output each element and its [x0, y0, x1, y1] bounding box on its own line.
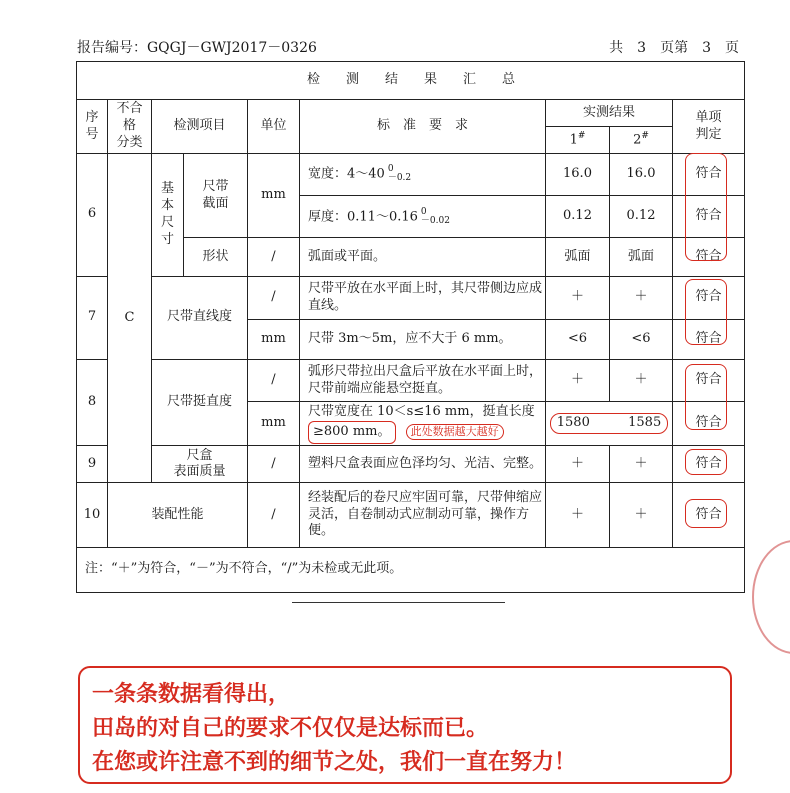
thickness-sample-2: 0.12: [610, 196, 673, 238]
seq-9: 9: [77, 446, 108, 483]
straightness-a-sample-2: ＋: [610, 276, 673, 319]
stiffness-b-sample-1: 1580: [556, 415, 590, 431]
case-surface-verdict: 符合: [673, 446, 745, 483]
shape-label: 形状: [184, 238, 248, 276]
width-verdict: 符合: [673, 154, 745, 196]
item-assembly: 装配性能: [108, 483, 248, 547]
assembly-sample-1: ＋: [546, 483, 610, 547]
seq-6: 6: [77, 154, 108, 277]
case-surface-unit: /: [248, 446, 300, 483]
seq-8: 8: [77, 360, 108, 446]
straightness-unit-a: /: [248, 276, 300, 319]
header-category: 不合格 分类: [108, 100, 152, 154]
stiffness-b-values: [546, 402, 673, 446]
header-standard: 标 准 要 求: [300, 100, 546, 154]
shape-sample-1: 弧面: [546, 238, 610, 276]
stiffness-a-sample-2: ＋: [610, 360, 673, 402]
width-sample-1: 16.0: [546, 154, 610, 196]
report-number: 报告编号：GQGJ－GWJ2017－0326: [77, 40, 317, 56]
category-c: C: [108, 154, 152, 483]
std-straightness-a: 尺带平放在水平面上时，其尺带侧边应成直线。: [300, 276, 546, 319]
table-footnote: 注：“＋”为符合，“－”为不符合，“/”为未检或无此项。: [77, 547, 745, 592]
basic-size-char: 尺: [160, 214, 174, 230]
basic-size-char: 本: [160, 197, 174, 213]
thickness-sample-1: 0.12: [546, 196, 610, 238]
item-straightness: 尺带直线度: [152, 276, 248, 359]
header-judgment: 单项 判定: [673, 100, 745, 154]
seq-7: 7: [77, 276, 108, 359]
basic-size-char: 基: [160, 181, 174, 197]
header-sample-2: 2#: [610, 127, 673, 154]
unit-mm: mm: [248, 154, 300, 238]
std-assembly: 经装配后的卷尺应牢固可靠，尺带伸缩应灵活，自卷制动式应制动可靠，操作方便。: [300, 483, 546, 547]
thickness-verdict: 符合: [673, 196, 745, 238]
std-width: 宽度：4～40 0 －0.2: [300, 154, 546, 196]
promo-line-3: 在您或许注意不到的细节之处，我们一直在努力！: [92, 750, 577, 775]
std-case-surface: 塑料尺盒表面应色泽均匀、光洁、完整。: [300, 446, 546, 483]
header-seq: 序 号: [77, 100, 108, 154]
stiffness-unit-b: mm: [248, 402, 300, 446]
results-summary-table: [76, 61, 745, 593]
cut-off-page-heading: [0, 0, 790, 6]
shape-sample-2: 弧面: [610, 238, 673, 276]
straightness-unit-b: mm: [248, 319, 300, 359]
width-sample-2: 16.0: [610, 154, 673, 196]
std-shape: 弧面或平面。: [300, 238, 546, 276]
stiffness-unit-a: /: [248, 360, 300, 402]
stiffness-b-sample-2: 1585: [628, 415, 662, 431]
seal-stamp-edge: [752, 540, 790, 654]
basic-size-char: 寸: [160, 231, 174, 247]
table-title: 检测结果汇总: [77, 62, 745, 100]
stiffness-b-verdict: 符合: [673, 402, 745, 446]
bigger-is-better-note: 此处数据越大越好: [406, 424, 504, 440]
std-stiffness-b: 尺带宽度在 10＜s≤16 mm，挺直长度 ≥800 mm。 此处数据越大越好: [300, 402, 546, 446]
stiffness-a-verdict: 符合: [673, 360, 745, 402]
header-unit: 单位: [248, 100, 300, 154]
header-measured: 实测结果: [546, 100, 673, 127]
item-stiffness: 尺带挺直度: [152, 360, 248, 446]
promo-line-2: 田岛的对自己的要求不仅仅是达标而已。: [92, 716, 489, 741]
basic-size-label: [152, 154, 184, 277]
straightness-a-sample-1: ＋: [546, 276, 610, 319]
shape-unit: /: [248, 238, 300, 276]
straightness-a-verdict: 符合: [673, 276, 745, 319]
signature-rule: [292, 602, 505, 603]
seq-10: 10: [77, 483, 108, 547]
highlight-800mm: ≥800 mm。: [308, 421, 396, 444]
assembly-sample-2: ＋: [610, 483, 673, 547]
std-thickness: 厚度：0.11～0.16 0 －0.02: [300, 196, 546, 238]
straightness-b-verdict: 符合: [673, 319, 745, 359]
assembly-unit: /: [248, 483, 300, 547]
straightness-b-sample-2: <6: [610, 319, 673, 359]
shape-verdict: 符合: [673, 238, 745, 276]
item-case-surface: 尺盒 表面质量: [152, 446, 248, 483]
stiffness-a-sample-1: ＋: [546, 360, 610, 402]
case-surface-sample-2: ＋: [610, 446, 673, 483]
header-item: 检测项目: [152, 100, 248, 154]
std-straightness-b: 尺带 3m～5m，应不大于 6 mm。: [300, 319, 546, 359]
promo-line-1: 一条条数据看得出，: [92, 682, 291, 707]
assembly-verdict: 符合: [673, 483, 745, 547]
std-stiffness-a: 弧形尺带拉出尺盒后平放在水平面上时，尺带前端应能悬空挺直。: [300, 360, 546, 402]
promo-banner: [78, 666, 732, 784]
page-info: 共 3 页第 3 页: [609, 40, 739, 56]
report-header: [77, 37, 739, 57]
header-sample-1: 1#: [546, 127, 610, 154]
straightness-b-sample-1: <6: [546, 319, 610, 359]
stiffness-b-values-highlight: [550, 413, 668, 434]
tape-section-label: 尺带 截面: [184, 154, 248, 238]
case-surface-sample-1: ＋: [546, 446, 610, 483]
